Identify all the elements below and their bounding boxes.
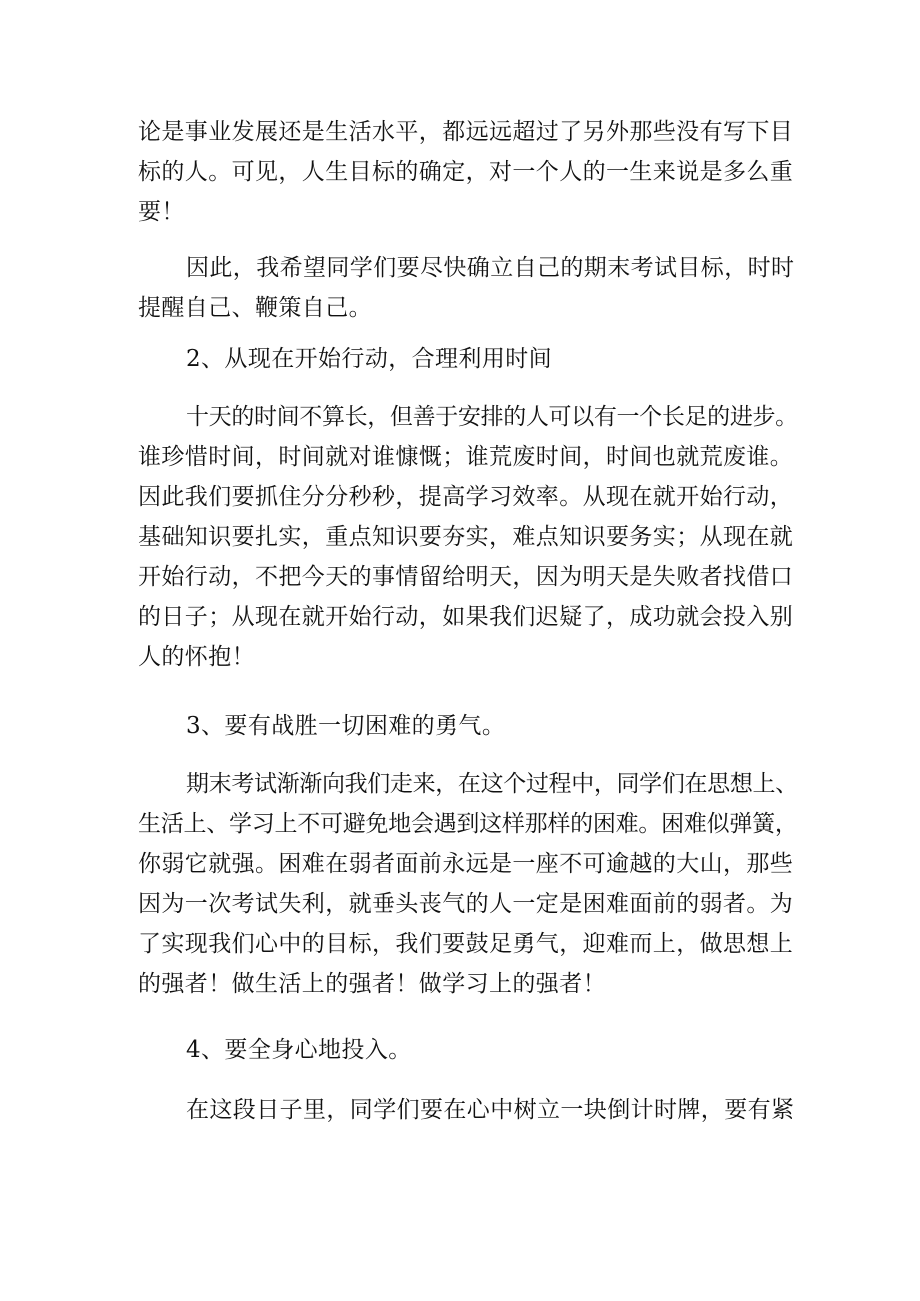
paragraph-goal-importance	[138, 112, 798, 232]
text-line: 因此，我希望同学们要尽快确立自己的期末考试目标，时时	[186, 255, 795, 281]
heading-text: 2、从现在开始行动，合理利用时间	[186, 346, 553, 372]
text-line: 因此我们要抓住分分秒秒，提高学习效率。从现在就开始行动，	[138, 484, 794, 510]
section-heading-courage	[138, 706, 798, 746]
paragraph-time-management	[138, 397, 798, 677]
section-heading-full-commitment	[138, 1030, 798, 1070]
text-line: 谁珍惜时间，时间就对谁慷慨；谁荒废时间，时间也就荒废谁。	[138, 444, 794, 470]
text-line: 生活上、学习上不可避免地会遇到这样那样的困难。困难似弹簧，	[138, 811, 798, 837]
text-line: 因为一次考试失利，就垂头丧气的人一定是困难面前的弱者。为	[138, 891, 794, 917]
text-line: 了实现我们心中的目标，我们要鼓足勇气，迎难而上，做思想上	[138, 931, 794, 957]
heading-text: 4、要全身心地投入。	[186, 1037, 412, 1063]
heading-text: 3、要有战胜一切困难的勇气。	[186, 713, 506, 739]
text-line: 论是事业发展还是生活水平，都远远超过了另外那些没有写下目	[138, 119, 794, 145]
paragraph-set-goals	[138, 248, 798, 328]
paragraph-overcome-difficulties	[138, 764, 798, 1004]
text-line: 期末考试渐渐向我们走来，在这个过程中，同学们在思想上、	[186, 771, 798, 797]
text-line: 开始行动，不把今天的事情留给明天，因为明天是失败者找借口	[138, 564, 794, 590]
text-line: 要！	[138, 199, 185, 225]
text-line: 十天的时间不算长，但善于安排的人可以有一个长足的进步。	[186, 404, 798, 430]
text-line: 你弱它就强。困难在弱者面前永远是一座不可逾越的大山，那些	[138, 851, 794, 877]
text-line: 提醒自己、鞭策自己。	[138, 295, 372, 321]
text-line: 的日子；从现在就开始行动，如果我们迟疑了，成功就会投入别	[138, 604, 794, 630]
text-line: 基础知识要扎实，重点知识要夯实，难点知识要务实；从现在就	[138, 524, 794, 550]
text-line: 标的人。可见，人生目标的确定，对一个人的一生来说是多么重	[138, 159, 794, 185]
paragraph-countdown	[138, 1090, 798, 1130]
section-heading-act-now	[138, 339, 798, 379]
text-line: 在这段日子里，同学们要在心中树立一块倒计时牌，要有紧	[186, 1097, 795, 1123]
text-line: 的强者！做生活上的强者！做学习上的强者！	[138, 971, 606, 997]
text-line: 人的怀抱！	[138, 644, 255, 670]
